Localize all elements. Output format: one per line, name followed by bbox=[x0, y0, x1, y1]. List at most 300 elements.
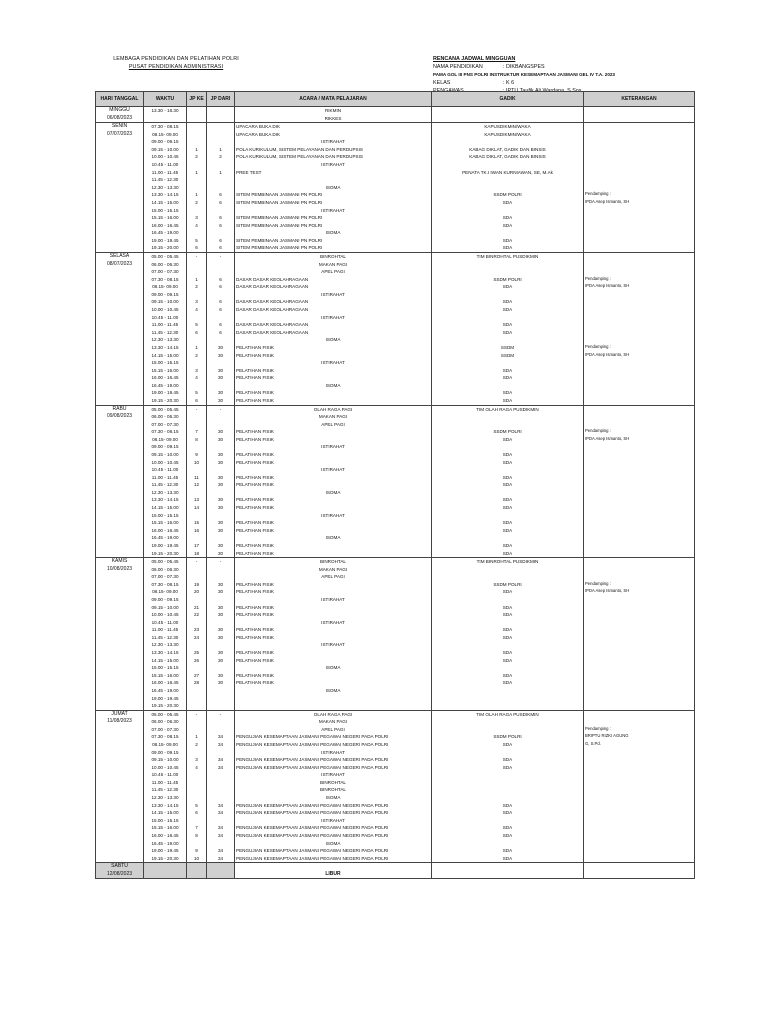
jp-dari-cell bbox=[207, 184, 235, 192]
day-cell bbox=[96, 527, 144, 535]
jp-ke-cell bbox=[187, 207, 207, 215]
day-cell bbox=[96, 428, 144, 436]
jp-dari-cell bbox=[207, 573, 235, 581]
keterangan-cell bbox=[584, 496, 695, 504]
jp-dari-cell bbox=[207, 466, 235, 474]
waktu-cell: 08.15- 09.00 bbox=[144, 741, 187, 749]
keterangan-cell bbox=[584, 169, 695, 177]
waktu-cell: 11.00 - 11.45 bbox=[144, 474, 187, 482]
day-cell bbox=[96, 169, 144, 177]
table-row bbox=[96, 657, 695, 665]
col-header-keterangan: KETERANGAN bbox=[584, 92, 695, 107]
jp-dari-cell bbox=[207, 107, 235, 115]
jp-ke-cell: 2 bbox=[187, 283, 207, 291]
jp-dari-cell bbox=[207, 726, 235, 734]
keterangan-cell bbox=[584, 672, 695, 680]
keterangan-cell bbox=[584, 573, 695, 581]
acara-cell: SITEM PEMBINAAN JASMANI PN POLRI bbox=[235, 191, 432, 199]
day-cell bbox=[96, 436, 144, 444]
jp-dari-cell bbox=[207, 664, 235, 672]
day-name: SABTU bbox=[96, 863, 144, 871]
table-row bbox=[96, 634, 695, 642]
keterangan-cell bbox=[584, 146, 695, 154]
jp-dari-cell: 6 bbox=[207, 214, 235, 222]
day-cell bbox=[96, 634, 144, 642]
acara-cell: ISTIRAHAT bbox=[235, 359, 432, 367]
acara-cell: LIBUR bbox=[235, 871, 432, 879]
table-row bbox=[96, 107, 695, 115]
table-row bbox=[96, 229, 695, 237]
table-row bbox=[96, 749, 695, 757]
jp-dari-cell bbox=[207, 336, 235, 344]
jp-ke-cell: 10 bbox=[187, 459, 207, 467]
keterangan-cell bbox=[584, 817, 695, 825]
jp-dari-cell: 30 bbox=[207, 634, 235, 642]
table-row bbox=[96, 534, 695, 542]
waktu-cell: 05.00 - 05.45 bbox=[144, 710, 187, 718]
acara-cell: DASAR DASAR KEOLAHRAGAAN bbox=[235, 306, 432, 314]
keterangan-cell bbox=[584, 664, 695, 672]
waktu-cell: 19.15 - 20.00 bbox=[144, 244, 187, 252]
waktu-cell: 19.15 - 20.30 bbox=[144, 550, 187, 558]
day-cell bbox=[96, 421, 144, 429]
jp-dari-cell bbox=[207, 291, 235, 299]
jp-ke-cell bbox=[187, 268, 207, 276]
keterangan-cell bbox=[584, 405, 695, 413]
jp-dari-cell bbox=[207, 261, 235, 269]
keterangan-cell bbox=[584, 115, 695, 123]
day-cell bbox=[96, 519, 144, 527]
acara-cell: PELATIHAN FISIK bbox=[235, 504, 432, 512]
waktu-cell: 09.00 - 09.15 bbox=[144, 138, 187, 146]
acara-cell: PELATIHAN FISIK bbox=[235, 481, 432, 489]
waktu-cell: 14.15 - 15.00 bbox=[144, 809, 187, 817]
keterangan-cell bbox=[584, 679, 695, 687]
waktu-cell: 11.45 - 12.30 bbox=[144, 176, 187, 184]
waktu-cell: 11.45 - 12.30 bbox=[144, 481, 187, 489]
keterangan-cell: Pendamping : bbox=[584, 344, 695, 352]
jp-ke-cell: 6 bbox=[187, 329, 207, 337]
gadik-cell bbox=[432, 664, 584, 672]
day-cell bbox=[96, 229, 144, 237]
acara-cell: ISOMA bbox=[235, 534, 432, 542]
waktu-cell: 10.00 - 10.45 bbox=[144, 306, 187, 314]
gadik-cell: KAPUSDIKMIN/WAKA bbox=[432, 123, 584, 131]
gadik-cell: SDA bbox=[432, 214, 584, 222]
acara-cell: ISTIRAHAT bbox=[235, 466, 432, 474]
jp-dari-cell bbox=[207, 268, 235, 276]
table-row bbox=[96, 611, 695, 619]
day-cell bbox=[96, 321, 144, 329]
waktu-cell: 16.00 - 16.45 bbox=[144, 832, 187, 840]
keterangan-cell bbox=[584, 832, 695, 840]
day-cell bbox=[96, 672, 144, 680]
jp-ke-cell bbox=[187, 107, 207, 115]
jp-ke-cell bbox=[187, 641, 207, 649]
day-cell bbox=[96, 314, 144, 322]
day-date: 12/08/2023 bbox=[96, 871, 144, 879]
acara-cell: PELATIHAN FISIK bbox=[235, 459, 432, 467]
jp-ke-cell bbox=[187, 115, 207, 123]
nama-pendidikan-value: : DIKBANGSPES bbox=[503, 64, 545, 70]
day-cell bbox=[96, 626, 144, 634]
table-row bbox=[96, 726, 695, 734]
table-row bbox=[96, 252, 695, 260]
keterangan-cell bbox=[584, 291, 695, 299]
keterangan-cell bbox=[584, 512, 695, 520]
waktu-cell: 19.00 - 19.45 bbox=[144, 847, 187, 855]
acara-cell: PELATIHAN FISIK bbox=[235, 389, 432, 397]
keterangan-cell bbox=[584, 298, 695, 306]
day-cell bbox=[96, 504, 144, 512]
acara-cell: PELATIHAN FISIK bbox=[235, 657, 432, 665]
jp-ke-cell: 4 bbox=[187, 306, 207, 314]
table-row bbox=[96, 558, 695, 566]
waktu-cell: 06.00 - 06.30 bbox=[144, 413, 187, 421]
gadik-cell: SDA bbox=[432, 389, 584, 397]
table-row bbox=[96, 244, 695, 252]
table-row bbox=[96, 459, 695, 467]
program-name: PAMA GOL III PNS POLRI INSTRUKTUR KESEMAPTAAN JASMANI GEL IV T.A. 2023 bbox=[433, 72, 615, 77]
acara-cell: PELATIHAN FISIK bbox=[235, 634, 432, 642]
keterangan-cell bbox=[584, 413, 695, 421]
keterangan-cell bbox=[584, 702, 695, 710]
acara-cell: ISOMA bbox=[235, 336, 432, 344]
acara-cell: PELATIHAN FISIK bbox=[235, 588, 432, 596]
jp-ke-cell bbox=[187, 573, 207, 581]
acara-cell: ISTIRAHAT bbox=[235, 641, 432, 649]
day-cell bbox=[96, 726, 144, 734]
waktu-cell: 10.00 - 10.45 bbox=[144, 459, 187, 467]
acara-cell bbox=[235, 702, 432, 710]
institution-line-1: LEMBAGA PENDIDIKAN DAN PELATIHAN POLRI bbox=[113, 56, 239, 62]
day-cell bbox=[96, 306, 144, 314]
gadik-cell bbox=[432, 268, 584, 276]
keterangan-cell bbox=[584, 710, 695, 718]
keterangan-cell bbox=[584, 786, 695, 794]
gadik-cell bbox=[432, 817, 584, 825]
jp-dari-cell: - bbox=[207, 405, 235, 413]
gadik-cell: SDA bbox=[432, 298, 584, 306]
table-row bbox=[96, 291, 695, 299]
acara-cell: ISTIRAHAT bbox=[235, 161, 432, 169]
acara-cell: ISTIRAHAT bbox=[235, 596, 432, 604]
jp-ke-cell bbox=[187, 382, 207, 390]
table-row bbox=[96, 504, 695, 512]
waktu-cell: 10.00 - 10.45 bbox=[144, 611, 187, 619]
jp-ke-cell bbox=[187, 184, 207, 192]
day-cell bbox=[96, 641, 144, 649]
gadik-cell bbox=[432, 413, 584, 421]
jp-ke-cell: 2 bbox=[187, 741, 207, 749]
jp-dari-cell bbox=[207, 123, 235, 131]
jp-dari-cell: - bbox=[207, 558, 235, 566]
keterangan-cell: BRIPTU RIZKI AGUNG bbox=[584, 733, 695, 741]
gadik-cell bbox=[432, 314, 584, 322]
jp-dari-cell: 30 bbox=[207, 519, 235, 527]
day-cell bbox=[96, 207, 144, 215]
jp-dari-cell: 30 bbox=[207, 679, 235, 687]
keterangan-cell bbox=[584, 687, 695, 695]
gadik-cell: SDA bbox=[432, 657, 584, 665]
waktu-cell: 10.00 - 10.45 bbox=[144, 764, 187, 772]
waktu-cell: 07.30 - 08.15 bbox=[144, 123, 187, 131]
day-name: JUMAT bbox=[96, 710, 144, 718]
waktu-cell: 07.00 - 07.30 bbox=[144, 268, 187, 276]
waktu-cell: 11.00 - 11.45 bbox=[144, 779, 187, 787]
jp-dari-cell: 6 bbox=[207, 237, 235, 245]
acara-cell: POLA KURIKULUM, SISTEM PELAYANAN DAN PERDUPSIS bbox=[235, 153, 432, 161]
gadik-cell bbox=[432, 794, 584, 802]
acara-cell: OLAH RAGA PAGI bbox=[235, 710, 432, 718]
day-cell bbox=[96, 832, 144, 840]
jp-dari-cell bbox=[207, 413, 235, 421]
keterangan-cell bbox=[584, 237, 695, 245]
table-row bbox=[96, 512, 695, 520]
table-row bbox=[96, 329, 695, 337]
jp-ke-cell: 8 bbox=[187, 436, 207, 444]
waktu-cell: 09.15 - 10.00 bbox=[144, 604, 187, 612]
day-cell bbox=[96, 276, 144, 284]
table-row bbox=[96, 588, 695, 596]
keterangan-cell bbox=[584, 596, 695, 604]
jp-dari-cell bbox=[207, 749, 235, 757]
gadik-cell: SDA bbox=[432, 649, 584, 657]
keterangan-cell: IPDA Asep Ismanto, SH bbox=[584, 199, 695, 207]
table-row bbox=[96, 733, 695, 741]
acara-cell: UPACARA BUKA DIK bbox=[235, 131, 432, 139]
acara-cell: SITEM PEMBINAAN JASMANI PN POLRI bbox=[235, 237, 432, 245]
keterangan-cell bbox=[584, 367, 695, 375]
waktu-cell: 19.15 - 20.30 bbox=[144, 397, 187, 405]
table-row bbox=[96, 336, 695, 344]
keterangan-cell bbox=[584, 756, 695, 764]
table-row bbox=[96, 496, 695, 504]
jp-ke-cell bbox=[187, 664, 207, 672]
jp-dari-cell: - bbox=[207, 252, 235, 260]
gadik-cell: SDA bbox=[432, 222, 584, 230]
acara-cell: PELATIHAN FISIK bbox=[235, 428, 432, 436]
jp-dari-cell: 30 bbox=[207, 649, 235, 657]
gadik-cell: SDA bbox=[432, 459, 584, 467]
table-row bbox=[96, 344, 695, 352]
day-cell bbox=[96, 153, 144, 161]
waktu-cell: 16.00 - 16.45 bbox=[144, 374, 187, 382]
jp-ke-cell bbox=[187, 749, 207, 757]
table-row bbox=[96, 389, 695, 397]
table-row bbox=[96, 436, 695, 444]
table-row bbox=[96, 359, 695, 367]
table-row bbox=[96, 169, 695, 177]
day-cell bbox=[96, 542, 144, 550]
jp-dari-cell: 30 bbox=[207, 344, 235, 352]
jp-ke-cell bbox=[187, 817, 207, 825]
acara-cell: SITEM PEMBINAAN JASMANI PN POLRI bbox=[235, 214, 432, 222]
acara-cell: ISOMA bbox=[235, 229, 432, 237]
day-cell bbox=[96, 359, 144, 367]
table-row bbox=[96, 847, 695, 855]
waktu-cell bbox=[144, 115, 187, 123]
keterangan-cell bbox=[584, 382, 695, 390]
waktu-cell: 09.00 - 09.15 bbox=[144, 291, 187, 299]
jp-ke-cell bbox=[187, 489, 207, 497]
gadik-cell: SDA bbox=[432, 451, 584, 459]
waktu-cell: 19.15 - 20.30 bbox=[144, 702, 187, 710]
acara-cell: ISTIRAHAT bbox=[235, 619, 432, 627]
waktu-cell: 13.30 - 14.15 bbox=[144, 802, 187, 810]
day-cell bbox=[96, 512, 144, 520]
keterangan-cell: Pendamping : bbox=[584, 726, 695, 734]
day-cell bbox=[96, 481, 144, 489]
table-row bbox=[96, 382, 695, 390]
gadik-cell bbox=[432, 702, 584, 710]
keterangan-cell bbox=[584, 329, 695, 337]
gadik-cell bbox=[432, 695, 584, 703]
table-row bbox=[96, 191, 695, 199]
table-row bbox=[96, 710, 695, 718]
jp-dari-cell bbox=[207, 229, 235, 237]
table-row bbox=[96, 176, 695, 184]
acara-cell: ISTIRAHAT bbox=[235, 771, 432, 779]
jp-dari-cell bbox=[207, 871, 235, 879]
gadik-cell: SDA bbox=[432, 374, 584, 382]
gadik-cell bbox=[432, 176, 584, 184]
day-cell bbox=[96, 382, 144, 390]
keterangan-cell bbox=[584, 566, 695, 574]
table-row bbox=[96, 824, 695, 832]
gadik-cell: SSDM POLRI bbox=[432, 276, 584, 284]
jp-ke-cell: - bbox=[187, 405, 207, 413]
jp-dari-cell: 30 bbox=[207, 436, 235, 444]
keterangan-cell bbox=[584, 261, 695, 269]
day-date: 07/07/2023 bbox=[96, 131, 144, 139]
waktu-cell: 12.30 - 13.30 bbox=[144, 794, 187, 802]
acara-cell: MAKAN PAGI bbox=[235, 718, 432, 726]
jp-ke-cell: 1 bbox=[187, 733, 207, 741]
table-row bbox=[96, 581, 695, 589]
acara-cell: PENGUJIAN KESEMAPTAAN JASMANI PEGAWAI NEGERI PADA POLRI bbox=[235, 824, 432, 832]
gadik-cell bbox=[432, 726, 584, 734]
day-date: 09/08/2023 bbox=[96, 413, 144, 421]
gadik-cell: SDA bbox=[432, 397, 584, 405]
acara-cell: PELATIHAN FISIK bbox=[235, 451, 432, 459]
jp-ke-cell bbox=[187, 726, 207, 734]
jp-dari-cell: 30 bbox=[207, 588, 235, 596]
keterangan-cell: IPDA Asep Ismanto, SH bbox=[584, 588, 695, 596]
gadik-cell: SDA bbox=[432, 306, 584, 314]
day-cell bbox=[96, 619, 144, 627]
keterangan-cell bbox=[584, 527, 695, 535]
gadik-cell: SDA bbox=[432, 634, 584, 642]
jp-dari-cell bbox=[207, 718, 235, 726]
jp-dari-cell: 30 bbox=[207, 389, 235, 397]
gadik-cell bbox=[432, 786, 584, 794]
jp-dari-cell: 6 bbox=[207, 222, 235, 230]
jp-dari-cell: 6 bbox=[207, 321, 235, 329]
table-row bbox=[96, 397, 695, 405]
acara-cell: BINROHTAL bbox=[235, 779, 432, 787]
day-cell bbox=[96, 581, 144, 589]
table-row bbox=[96, 466, 695, 474]
waktu-cell: 13.30 - 14.15 bbox=[144, 649, 187, 657]
table-row bbox=[96, 871, 695, 879]
acara-cell: ISOMA bbox=[235, 687, 432, 695]
keterangan-cell bbox=[584, 374, 695, 382]
keterangan-cell bbox=[584, 184, 695, 192]
waktu-cell: 10.00 - 10.45 bbox=[144, 153, 187, 161]
jp-dari-cell: 30 bbox=[207, 459, 235, 467]
table-row bbox=[96, 641, 695, 649]
table-row bbox=[96, 596, 695, 604]
day-cell bbox=[96, 367, 144, 375]
waktu-cell: 06.00 - 06.30 bbox=[144, 261, 187, 269]
jp-dari-cell: 30 bbox=[207, 397, 235, 405]
acara-cell: SITEM PEMBINAAN JASMANI PN POLRI bbox=[235, 199, 432, 207]
jp-ke-cell: 6 bbox=[187, 244, 207, 252]
table-row bbox=[96, 222, 695, 230]
jp-ke-cell bbox=[187, 695, 207, 703]
acara-cell: PELATIHAN FISIK bbox=[235, 581, 432, 589]
jp-dari-cell bbox=[207, 863, 235, 871]
acara-cell: PENGUJIAN KESEMAPTAAN JASMANI PEGAWAI NEGERI PADA POLRI bbox=[235, 764, 432, 772]
keterangan-cell bbox=[584, 847, 695, 855]
keterangan-cell bbox=[584, 558, 695, 566]
waktu-cell: 06.00 - 06.30 bbox=[144, 566, 187, 574]
jp-ke-cell: 6 bbox=[187, 397, 207, 405]
waktu-cell: 12.30 - 13.30 bbox=[144, 489, 187, 497]
day-cell bbox=[96, 604, 144, 612]
acara-cell: PELATIHAN FISIK bbox=[235, 527, 432, 535]
table-row bbox=[96, 214, 695, 222]
jp-ke-cell bbox=[187, 161, 207, 169]
keterangan-cell bbox=[584, 824, 695, 832]
day-cell bbox=[96, 268, 144, 276]
table-row bbox=[96, 695, 695, 703]
jp-ke-cell: 19 bbox=[187, 581, 207, 589]
gadik-cell bbox=[432, 566, 584, 574]
jp-ke-cell bbox=[187, 138, 207, 146]
jp-ke-cell: 1 bbox=[187, 169, 207, 177]
day-cell bbox=[96, 741, 144, 749]
table-row bbox=[96, 786, 695, 794]
jp-ke-cell: 7 bbox=[187, 824, 207, 832]
keterangan-cell bbox=[584, 306, 695, 314]
acara-cell: APEL PAGI bbox=[235, 573, 432, 581]
keterangan-cell bbox=[584, 131, 695, 139]
acara-cell: PELATIHAN FISIK bbox=[235, 679, 432, 687]
day-cell bbox=[96, 664, 144, 672]
waktu-cell: 09.15 - 10.00 bbox=[144, 451, 187, 459]
jp-dari-cell bbox=[207, 161, 235, 169]
acara-cell: PELATIHAN FISIK bbox=[235, 367, 432, 375]
day-cell bbox=[96, 534, 144, 542]
jp-ke-cell bbox=[187, 421, 207, 429]
gadik-cell bbox=[432, 291, 584, 299]
gadik-cell: SSDM POLRI bbox=[432, 581, 584, 589]
waktu-cell: 09.15 - 10.00 bbox=[144, 146, 187, 154]
gadik-cell bbox=[432, 138, 584, 146]
keterangan-cell bbox=[584, 451, 695, 459]
jp-dari-cell bbox=[207, 443, 235, 451]
jp-dari-cell bbox=[207, 794, 235, 802]
day-date: 10/08/2023 bbox=[96, 566, 144, 574]
table-row bbox=[96, 626, 695, 634]
gadik-cell bbox=[432, 718, 584, 726]
acara-cell: DASAR DASAR KEOLAHRAGAAN bbox=[235, 283, 432, 291]
gadik-cell bbox=[432, 596, 584, 604]
jp-dari-cell: 30 bbox=[207, 352, 235, 360]
day-cell bbox=[96, 161, 144, 169]
